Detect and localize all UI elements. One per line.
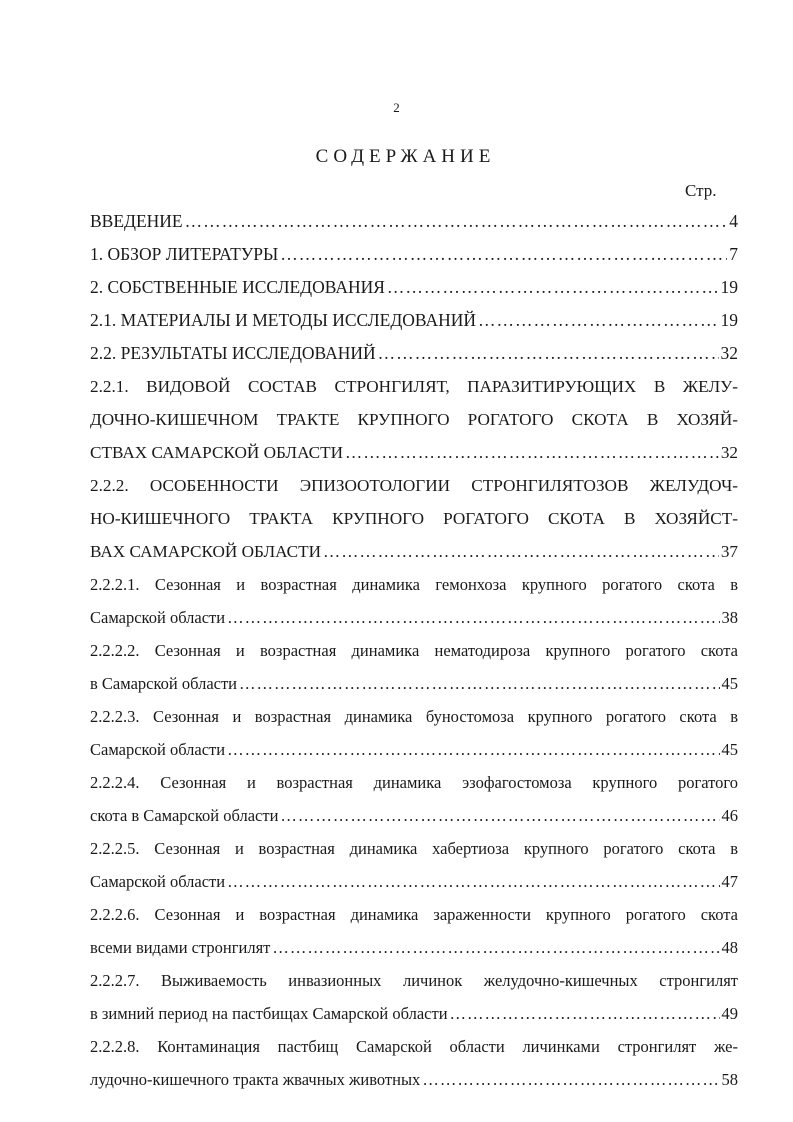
toc-page-number: 4: [729, 211, 738, 231]
toc-page-number: 19: [720, 310, 738, 330]
toc-entry[interactable]: 2.2.2.3. Сезонная и возрастная динамика буностомоза крупного рогатого скота в Самарской области …………………………………………………………………………………………………………………………………………………… 45: [90, 700, 738, 766]
leader-dots: [478, 304, 718, 337]
toc-page-number: 47: [721, 872, 738, 891]
toc-page-number: 58: [721, 1070, 738, 1089]
leader-dots: [239, 667, 719, 700]
toc-entry[interactable]: 2.2. РЕЗУЛЬТАТЫ ИССЛЕДОВАНИЙ …………………………………………………………………………………………………………………………………………………… 32: [90, 337, 738, 370]
table-of-contents: [90, 205, 738, 1096]
toc-entry[interactable]: 2.2.2.5. Сезонная и возрастная динамика хабертиоза крупного рогатого скота в Самарской области …………………………………………………………………………………………………………………………………………………… 47: [90, 832, 738, 898]
leader-dots: [378, 337, 719, 370]
toc-page-number: 38: [721, 608, 738, 627]
toc-entry[interactable]: 2.2.2.2. Сезонная и возрастная динамика нематодироза крупного рогатого скота в Самарской области …………………………………………………………………………………………………………………………………………………… 45: [90, 634, 738, 700]
leader-dots: [422, 1063, 719, 1096]
toc-entry[interactable]: 2.2.2.6. Сезонная и возрастная динамика зараженности крупного рогатого скота всеми видами стронгилят …………………………………………………………………………………………………………………………………………………… 48: [90, 898, 738, 964]
toc-page-number: 48: [721, 938, 738, 957]
page-column-label: Стр.: [685, 181, 717, 200]
toc-page-number: 49: [721, 1004, 738, 1023]
toc-entry[interactable]: 2.2.2.4. Сезонная и возрастная динамика эзофагостомоза крупного рогатого скота в Самарской области …………………………………………………………………………………………………………………………………………………… 46: [90, 766, 738, 832]
leader-dots: [280, 238, 727, 271]
toc-entry[interactable]: 2.2.2. ОСОБЕННОСТИ ЭПИЗООТОЛОГИИ СТРОНГИЛЯТОЗОВ ЖЕЛУДОЧ- НО-КИШЕЧНОГО ТРАКТА КРУПНОГО РОГАТОГО СКОТА В ХОЗЯЙСТ- ВАХ САМАРСКОЙ ОБЛАСТИ …………………………………………………………………………………………………………………………………………………… 37: [90, 469, 738, 568]
page-number: 2: [393, 100, 400, 115]
toc-entry[interactable]: ВВЕДЕНИЕ …………………………………………………………………………………………………………………………………………………… 4: [90, 205, 738, 238]
toc-page-number: 45: [721, 740, 738, 759]
leader-dots: [272, 931, 719, 964]
leader-dots: [345, 436, 719, 469]
toc-page-number: 46: [721, 806, 738, 825]
leader-dots: [280, 799, 719, 832]
toc-page-number: 32: [720, 343, 738, 363]
leader-dots: [185, 205, 728, 238]
toc-entry[interactable]: 2.1. МАТЕРИАЛЫ И МЕТОДЫ ИССЛЕДОВАНИЙ …………………………………………………………………………………………………………………………………………………… 19: [90, 304, 738, 337]
leader-dots: [227, 601, 719, 634]
toc-page-number: 32: [720, 443, 738, 462]
toc-entry[interactable]: 2.2.2.1. Сезонная и возрастная динамика гемонхоза крупного рогатого скота в Самарской области …………………………………………………………………………………………………………………………………………………… 38: [90, 568, 738, 634]
toc-entry[interactable]: 2.2.2.7. Выживаемость инвазионных личинок желудочно-кишечных стронгилят в зимний период на пастбищах Самарской области …………………………………………………………………………………………………………………………………………………… 49: [90, 964, 738, 1030]
leader-dots: [387, 271, 719, 304]
leader-dots: [450, 997, 720, 1030]
toc-entry[interactable]: 2.2.1. ВИДОВОЙ СОСТАВ СТРОНГИЛЯТ, ПАРАЗИТИРУЮЩИХ В ЖЕЛУ- ДОЧНО-КИШЕЧНОМ ТРАКТЕ КРУПНОГО РОГАТОГО СКОТА В ХОЗЯЙ- СТВАХ САМАРСКОЙ ОБЛАСТИ …………………………………………………………………………………………………………………………………………………… 32: [90, 370, 738, 469]
toc-entry[interactable]: 1. ОБЗОР ЛИТЕРАТУРЫ …………………………………………………………………………………………………………………………………………………… 7: [90, 238, 738, 271]
leader-dots: [227, 865, 719, 898]
page-title: СОДЕРЖАНИЕ: [315, 146, 496, 167]
leader-dots: [323, 535, 719, 568]
toc-entry[interactable]: 2.2.2.8. Контаминация пастбищ Самарской области личинками стронгилят же- лудочно-кишечного тракта жвачных животных …………………………………………………………………………………………………………………………………………………… 58: [90, 1030, 738, 1096]
leader-dots: [227, 733, 719, 766]
toc-page-number: 7: [729, 244, 738, 264]
toc-page-number: 19: [720, 277, 738, 297]
toc-page-number: 45: [721, 674, 738, 693]
toc-entry[interactable]: 2. СОБСТВЕННЫЕ ИССЛЕДОВАНИЯ …………………………………………………………………………………………………………………………………………………… 19: [90, 271, 738, 304]
toc-page-number: 37: [720, 542, 738, 561]
